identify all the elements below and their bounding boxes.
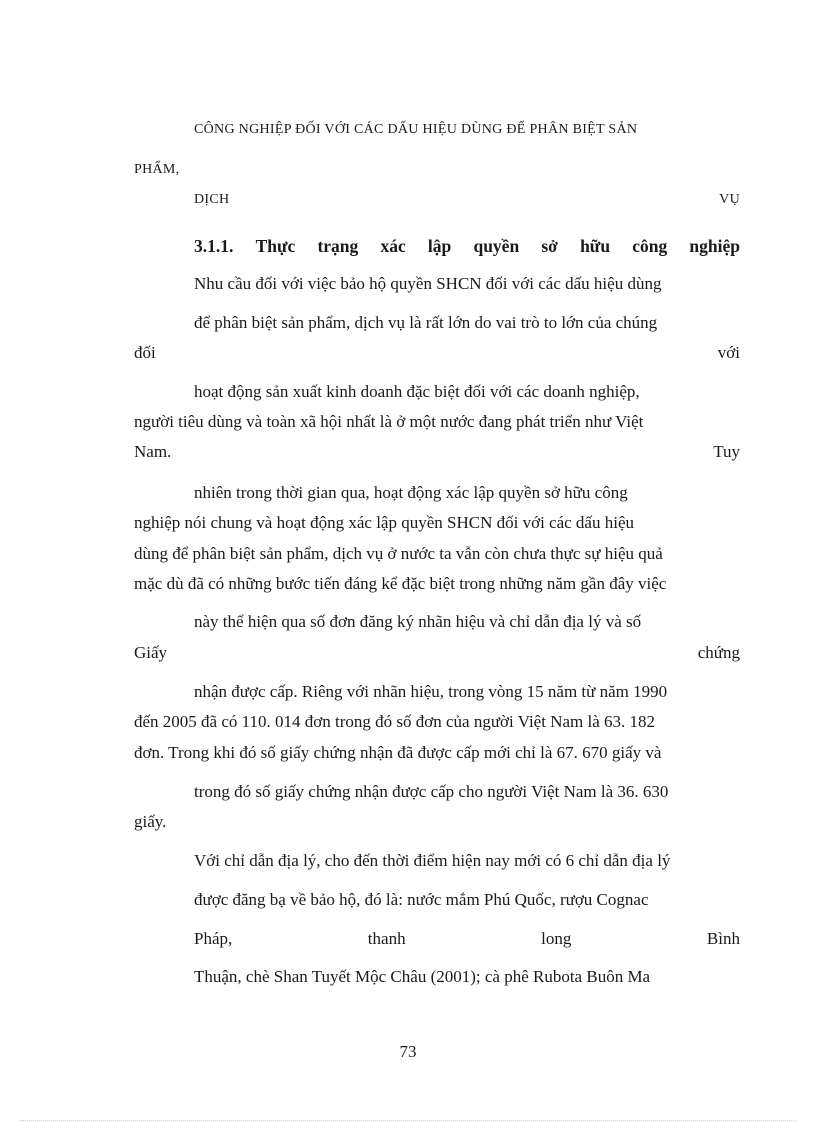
- body-line: đến 2005 đã có 110. 014 đơn trong đó số đơn của người Việt Nam là 63. 182: [134, 712, 656, 731]
- body-line: nhiên trong thời gian qua, hoạt động xác lập quyền sở hữu công: [194, 483, 628, 502]
- body-word: thanh: [367, 929, 406, 948]
- body-line-right: với: [717, 343, 740, 362]
- body-line-left: đối: [134, 343, 156, 362]
- body-word: Bình: [706, 929, 740, 948]
- body-line: [134, 441, 740, 463]
- body-line-left: Giấy: [134, 643, 168, 662]
- body-line: nghiệp nói chung và hoạt động xác lập quyền SHCN đối với các dấu hiệu: [134, 513, 634, 532]
- heading-line-3: [194, 189, 740, 211]
- section-word: quyền: [473, 236, 520, 256]
- body-line: đơn. Trong khi đó số giấy chứng nhận đã được cấp mới chỉ là 67. 670 giấy và: [134, 743, 662, 762]
- body-line: được đăng bạ về bảo hộ, đó là: nước mắm Phú Quốc, rượu Cognac: [194, 890, 649, 909]
- body-line-right: chứng: [697, 643, 740, 662]
- body-line: [134, 342, 740, 364]
- body-line: để phân biệt sản phẩm, dịch vụ là rất lớn do vai trò to lớn của chúng: [194, 313, 658, 332]
- heading-line-1-text: CÔNG NGHIỆP ĐỐI VỚI CÁC DẤU HIỆU DÙNG ĐỂ PHÂN BIỆT SẢN: [194, 122, 638, 137]
- body-word: Pháp,: [194, 929, 233, 948]
- body-line: dùng để phân biệt sản phẩm, dịch vụ ở nước ta vẫn còn chưa thực sự hiệu quả: [134, 544, 663, 563]
- heading-line-3-right: VỤ: [719, 192, 740, 207]
- body-line: hoạt động sản xuất kinh doanh đặc biệt đối với các doanh nghiệp,: [194, 382, 640, 401]
- body-word: long: [541, 929, 572, 948]
- body-line: [134, 642, 740, 664]
- body-line: [194, 928, 740, 950]
- section-word: hữu: [580, 236, 611, 256]
- body-line: này thể hiện qua số đơn đăng ký nhãn hiệu và chỉ dẫn địa lý và số: [194, 612, 642, 631]
- section-word: xác: [380, 236, 406, 256]
- body-line: người tiêu dùng và toàn xã hội nhất là ở một nước đang phát triển như Việt: [134, 412, 644, 431]
- section-word: công: [632, 236, 668, 256]
- section-heading: [194, 235, 740, 257]
- heading-line-1: [194, 119, 740, 141]
- body-line: giấy.: [134, 812, 167, 831]
- body-line: Với chỉ dẫn địa lý, cho đến thời điểm hiện nay mới có 6 chỉ dẫn địa lý: [194, 851, 671, 870]
- section-word: Thực: [255, 236, 296, 256]
- section-word: trạng: [317, 236, 359, 256]
- section-word: lập: [427, 236, 452, 256]
- page-number: 73: [399, 1042, 417, 1061]
- body-line-left: Nam.: [134, 442, 172, 461]
- heading-line-3-left: DỊCH: [194, 192, 230, 207]
- body-line: nhận được cấp. Riêng với nhãn hiệu, trong vòng 15 năm từ năm 1990: [194, 682, 668, 701]
- body-line: Thuận, chè Shan Tuyết Mộc Châu (2001); cà phê Rubota Buôn Ma: [194, 967, 651, 986]
- heading-line-2: PHẨM,: [134, 162, 180, 177]
- section-word: 3.1.1.: [194, 236, 234, 256]
- section-word: nghiệp: [689, 236, 740, 256]
- body-line: trong đó số giấy chứng nhận được cấp cho người Việt Nam là 36. 630: [194, 782, 669, 801]
- section-word: sở: [541, 236, 558, 256]
- body-line: Nhu cầu đối với việc bảo hộ quyền SHCN đối với các dấu hiệu dùng: [194, 274, 662, 293]
- page-bottom-divider: [20, 1120, 796, 1121]
- body-line: mặc dù đã có những bước tiến đáng kể đặc biệt trong những năm gần đây việc: [134, 574, 667, 593]
- body-line-right: Tuy: [713, 442, 740, 461]
